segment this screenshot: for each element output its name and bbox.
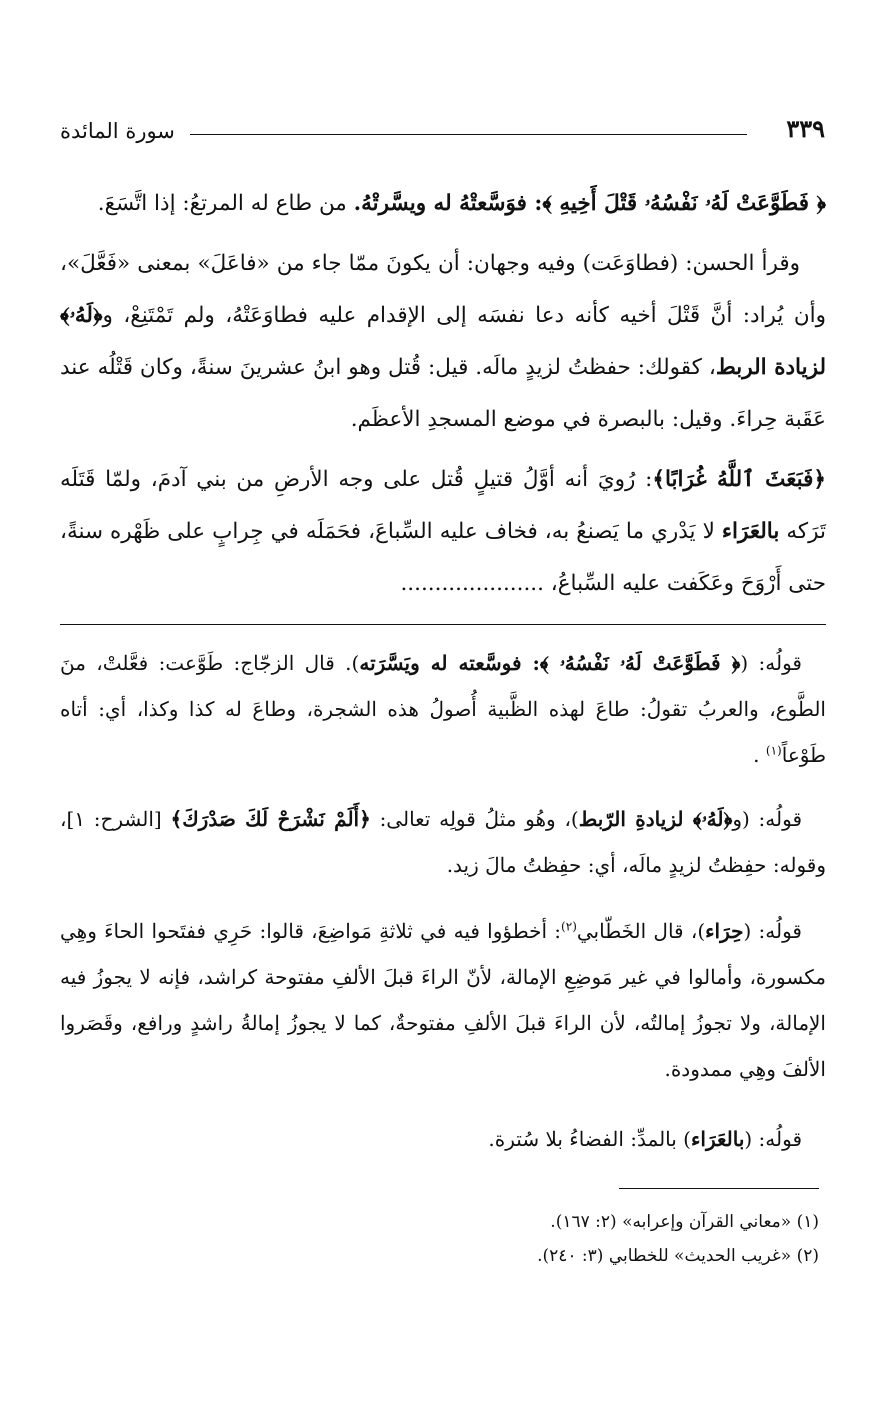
quran-verse: ﴿لَهُۥ﴾ bbox=[60, 303, 103, 328]
note-text: قولُه: ( bbox=[743, 919, 802, 943]
footnote-1: (١) «معاني القرآن وإعرابه» (٢: ١٦٧). bbox=[550, 1212, 819, 1232]
note-text: )، وهُو مثلُ قولِه تعالى: bbox=[370, 807, 579, 831]
note-text: ) بالمدِّ: الفضاءُ بلا سُترة. bbox=[488, 1127, 691, 1151]
note-text: قولُه: (و bbox=[732, 807, 803, 831]
gloss-text: : فوَسَّعتْهُ له ويسَّرتْهُ. bbox=[353, 191, 543, 216]
quran-verse: ﴿ فَطَوَّعَتْ لَهُۥ نَفْسُهُۥ ﴾ bbox=[539, 651, 741, 675]
bold-text: حِرَاء bbox=[705, 919, 744, 943]
quran-verse: ﴿ فَطَوَّعَتْ لَهُۥ نَفْسُهُۥ قَتْلَ أَخِيهِ ﴾ bbox=[542, 191, 826, 216]
quran-verse: ﴿فَبَعَثَ ٱللَّهُ غُرَابًا﴾ bbox=[652, 467, 826, 492]
note-text: قولُه: ( bbox=[740, 651, 802, 675]
section-divider bbox=[60, 624, 826, 625]
page-number: ٣٣٩ bbox=[786, 114, 825, 143]
gloss-note-1 bbox=[60, 640, 826, 778]
bold-text: لزيادة الربط bbox=[715, 355, 826, 380]
bold-text: بالعَرَاء bbox=[721, 519, 780, 544]
header-rule bbox=[190, 134, 747, 135]
surah-title: سورة المائدة bbox=[60, 119, 175, 143]
footnote-rule bbox=[619, 1188, 819, 1189]
paragraph-text: ، كقولك: حفظتُ لزيدٍ مالَه. قيل: قُتل وهو ابنُ عشرينَ سنةً، وكان قَتْلُه عند عَقَبة حِراءَ. وقيل: بالبصرة في موضع المسجدِ الأعظَم. bbox=[60, 355, 826, 432]
footnote-ref-2[interactable]: (٢) bbox=[561, 919, 577, 934]
gloss-note-2 bbox=[60, 796, 826, 888]
gloss-note-4 bbox=[60, 1116, 826, 1162]
note-text: ). قال الزجّاج: طَوَّعت: فعَّلتْ، منَ الطَّوع، والعربُ تقولُ: طاعَ لهذه الظَّبية أُصولُ هذه الشجرة، وطاعَ له كذا وكذا، أي: أتاه طَوْعاً bbox=[60, 651, 826, 767]
note-text: [الشرح: ١]، وقوله: حفِظتُ لزيدٍ مالَه، أي: حفِظتُ مالَ زيد. bbox=[60, 807, 826, 877]
note-text: . bbox=[753, 743, 766, 767]
paragraph-text: : رُويَ أنه أوَّلُ قتيلٍ قُتل على وجه الأرضِ من بني آدمَ، ولمّا قَتَلَه تَرَكه bbox=[60, 467, 826, 544]
note-text: قولُه: ( bbox=[744, 1127, 802, 1151]
footnote-ref-1[interactable]: (١) bbox=[765, 743, 782, 758]
gloss-note-3 bbox=[60, 908, 826, 1092]
footnote-2: (٢) «غريب الحديث» للخطابي (٣: ٢٤٠). bbox=[537, 1246, 819, 1266]
paragraph-text: وقرأ الحسن: (فطاوَعَت) وفيه وجهان: أن يكونَ ممّا جاء من «فاعَلَ» بمعنى «فَعَّلَ»، وأن يُراد: أنَّ قَتْلَ أخيه كأنه دعا نفسَه إلى الإقدام عليه فطاوَعَتْهُ، ولم تَمْتَنِعْ، و bbox=[60, 251, 826, 328]
quran-verse: ﴿أَلَمْ نَشْرَحْ لَكَ صَدْرَكَ﴾ bbox=[170, 807, 371, 831]
bold-text: : فوسَّعته له ويَسَّرَته bbox=[359, 651, 540, 675]
bold-text: بالعَرَاء bbox=[690, 1127, 745, 1151]
paragraph-text: من طاع له المرتعُ: إذا اتَّسَعَ. bbox=[97, 191, 354, 216]
commentary-paragraph-2 bbox=[60, 238, 826, 446]
quran-verse: ﴿لَهُۥ﴾ bbox=[692, 807, 733, 831]
bold-text: لزيادةِ الرّبط bbox=[578, 807, 693, 831]
running-header bbox=[60, 112, 825, 152]
commentary-paragraph-3 bbox=[60, 454, 826, 610]
commentary-paragraph-1 bbox=[60, 178, 826, 230]
note-text: : أخطؤوا فيه في ثلاثةِ مَواضِعَ، قالوا: حَرِي ففتَحوا الحاءَ وهِي مكسورة، وأمالوا في غير مَوضِعِ الإمالة، لأنّ الراءَ قبلَ الألفِ مفتوحة كراشد، فإنه لا يجوزُ فيه الإمالة، ولا تجوزُ إمالتُه، لأن الراءَ قبلَ الألفِ مفتوحةٌ، كما لا يجوزُ إمالةُ راشدٍ ورافع، وقَصَروا الألفَ وهِي ممدودة. bbox=[60, 919, 826, 1081]
paragraph-text: لا يَدْري ما يَصنعُ به، فخاف عليه السِّباعَ، فحَمَلَه في جِرابٍ على ظَهْره سنةً، حتى أَرْوَحَ وعَكَفت عليه السِّباعُ، ..................... bbox=[60, 519, 826, 596]
note-text: )، قال الخَطّابي bbox=[576, 919, 706, 943]
